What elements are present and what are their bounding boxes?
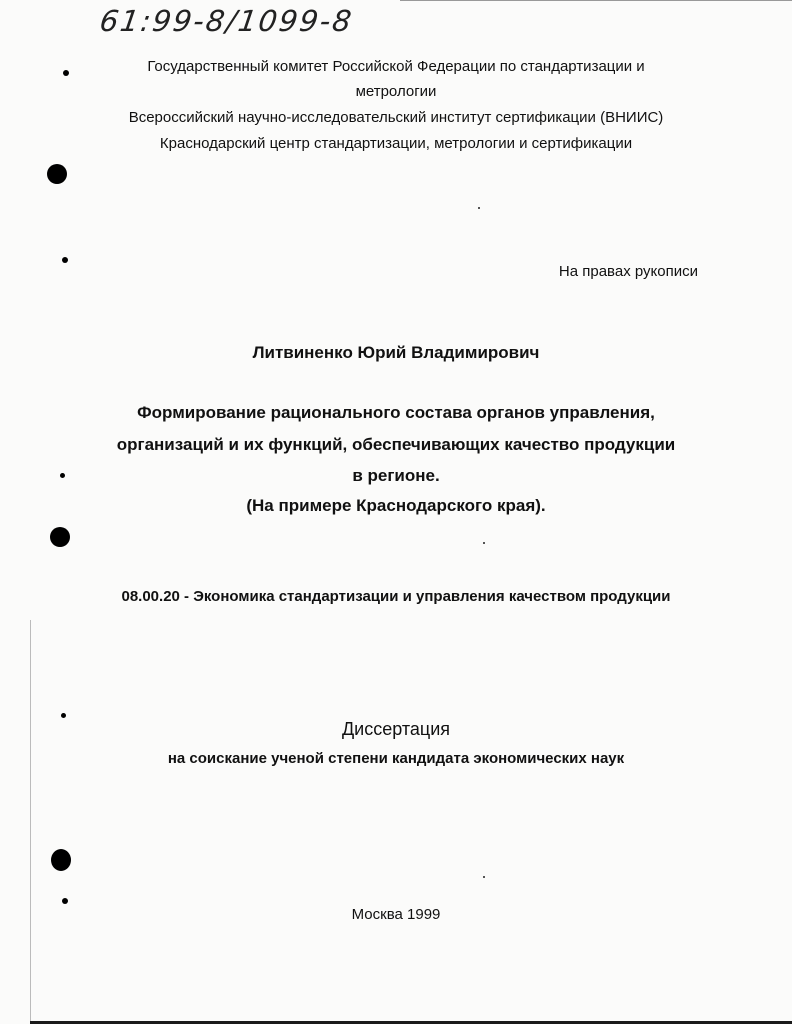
scan-edge-top [400, 0, 792, 1]
author-name: Литвиненко Юрий Владимирович [252, 343, 540, 362]
title-line-1: Формирование рационального состава органов управления, [137, 403, 655, 422]
scan-speck [478, 207, 480, 209]
header-institute: Всероссийский научно-исследовательский институт сертификации (ВНИИС) [128, 109, 664, 126]
rights-note: На правах рукописи [558, 263, 698, 280]
title-line-2: организаций и их функций, обеспечивающих качество продукции [116, 435, 676, 454]
punch-hole-7 [51, 849, 71, 871]
specialty-code: 08.00.20 - Экономика стандартизации и управления качеством продукции [121, 588, 671, 605]
punch-hole-8 [62, 898, 68, 904]
header-committee: Государственный комитет Российской Федерации по стандартизации и [147, 58, 645, 75]
degree-line: на соискание ученой степени кандидата экономических наук [167, 750, 625, 767]
header-committee-cont: метрологии [355, 83, 437, 100]
scan-speck [483, 876, 485, 878]
scan-speck [483, 542, 485, 544]
scan-edge-left [30, 620, 31, 1024]
title-line-3: в регионе. [352, 466, 440, 485]
punch-hole-6 [61, 713, 66, 718]
place-year: Москва 1999 [351, 906, 441, 923]
punch-hole-2 [47, 164, 67, 184]
document-type: Диссертация [341, 719, 451, 739]
header-center: Краснодарский центр стандартизации, метрологии и сертификации [159, 135, 633, 152]
punch-hole-3 [62, 257, 68, 263]
punch-hole-5 [50, 527, 70, 547]
archive-number: 61:99-8/1099-8 [97, 4, 356, 38]
title-line-4: (На примере Краснодарского края). [246, 496, 546, 515]
